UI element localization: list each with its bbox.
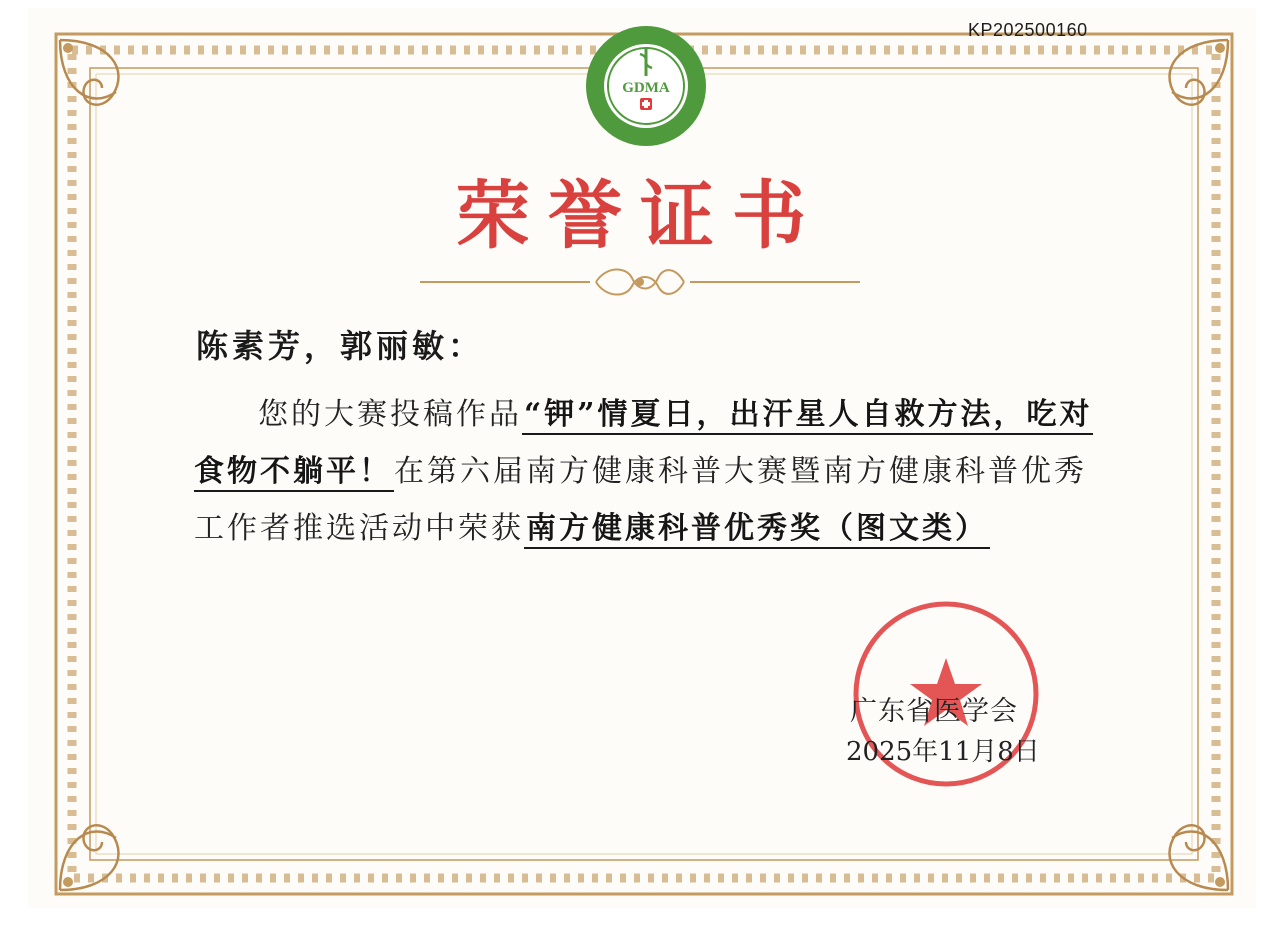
recipient-names: 陈素芳，郭丽敏 (196, 327, 449, 365)
recipients-line (196, 324, 796, 368)
award-name: 南方健康科普优秀奖（图文类） (524, 511, 990, 549)
title-divider-ornament (420, 262, 860, 300)
issuer-name: 广东省医学会 (850, 696, 1018, 727)
recipient-colon: ： (448, 327, 485, 365)
work-title: “钾”情夏日，出汗星人自救方法，吃对食物不躺平！ (194, 397, 1093, 492)
certificate-serial-number: KP202500160 (968, 20, 1088, 40)
certificate-body (194, 386, 1106, 557)
body-middle: 在第六届南方健康科普大赛暨南方健康科普优秀工作者推选活动中荣获 (194, 454, 1087, 546)
certificate-title: 荣誉证书 (456, 173, 824, 259)
issue-date: 2025年11月8日 (846, 737, 1040, 767)
association-logo (584, 24, 708, 148)
logo-abbreviation: GDMA (622, 80, 670, 96)
body-intro: 您的大赛投稿作品 (258, 397, 522, 432)
